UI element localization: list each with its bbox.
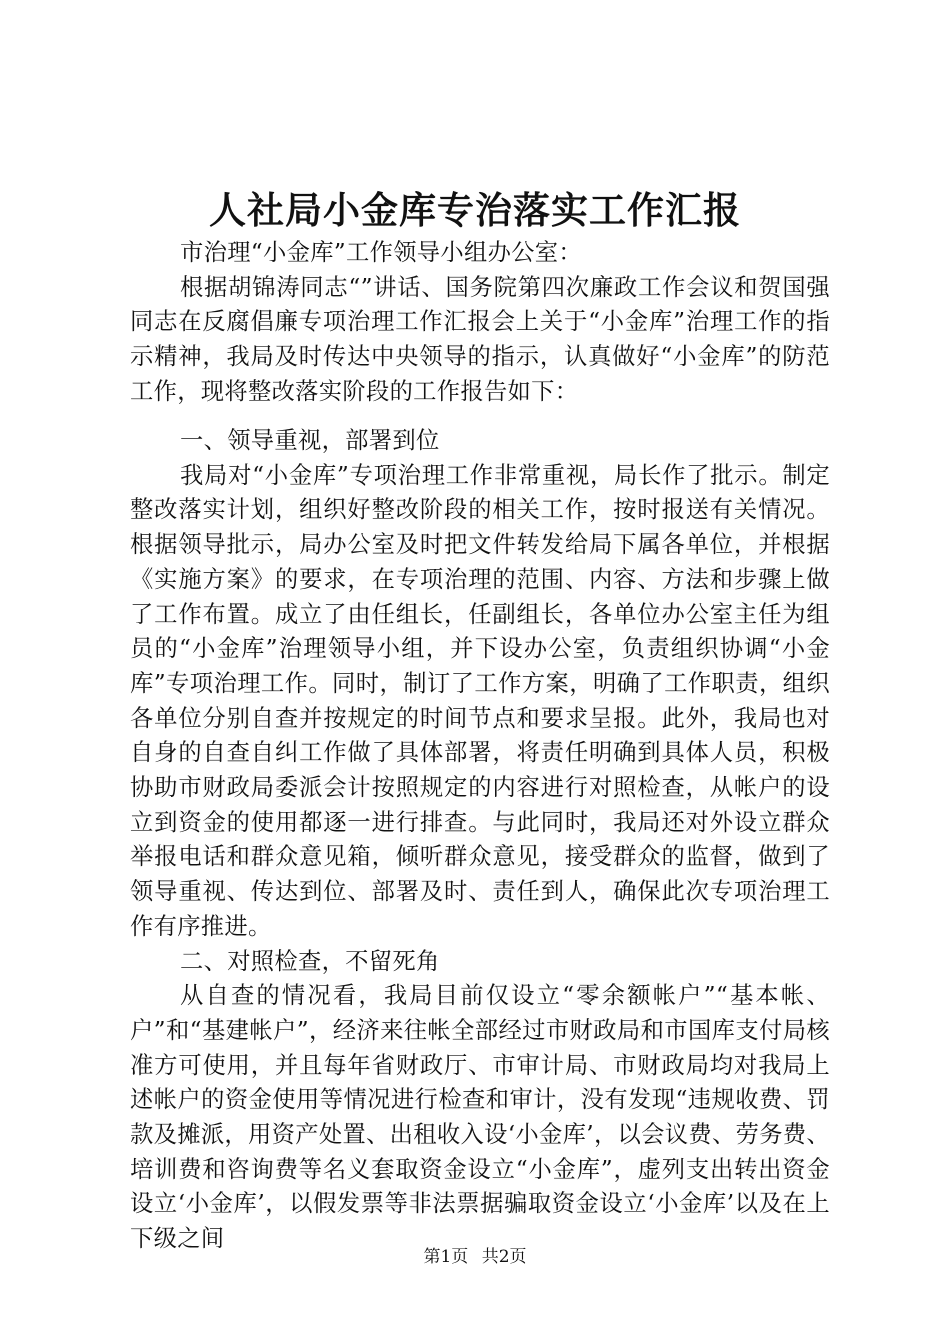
salutation: 市治理“小金库”工作领导小组办公室：: [180, 239, 582, 266]
section1-heading: 一、领导重视，部署到位: [180, 427, 440, 454]
page-total: 共2页: [481, 1247, 527, 1267]
intro-paragraph: 根据胡锦涛同志“”讲话、国务院第四次廉政工作会议和贺国强同志在反腐倡廉专项治理工作汇报会上关于“小金库”治理工作的指示精神，我局及时传达中央领导的指示，认真做好“小金库”的防范工作，现将整改落实阶段的工作报告如下：: [130, 273, 830, 405]
section2-paragraph: 从自查的情况看，我局目前仅设立“零余额帐户”“基本帐、户”和“基建帐户”，经济来往帐全部经过市财政局和市国库支付局核准方可使用，并且每年省财政厅、市审计局、市财政局均对我局上述帐户的资金使用等情况进行检查和审计，没有发现“违规收费、罚款及摊派，用资产处置、出租收入设‘小金库’，以会议费、劳务费、培训费和咨询费等名义套取资金设立“小金库”，虚列支出转出资金设立‘小金库’，以假发票等非法票据骗取资金设立‘小金库’以及在上下级之间: [130, 982, 830, 1253]
document-opening: [130, 236, 830, 410]
section1-paragraph: 我局对“小金库”专项治理工作非常重视，局长作了批示。制定整改落实计划，组织好整改阶段的相关工作，按时报送有关情况。根据领导批示，局办公室及时把文件转发给局下属各单位，并根据《实施方案》的要求，在专项治理的范围、内容、方法和步骤上做了工作布置。成立了由任组长，任副组长，各单位办公室主任为组员的“小金库”治理领导小组，并下设办公室，负责组织协调“小金库”专项治理工作。同时，制订了工作方案，明确了工作职责，组织各单位分别自查并按规定的时间节点和要求呈报。此外，我局也对自身的自查自纠工作做了具体部署，将责任明确到具体人员，积极协助市财政局委派会计按照规定的内容进行对照检查，从帐户的设立到资金的使用都逐一进行排查。与此同时，我局还对外设立群众举报电话和群众意见箱，倾听群众意见，接受群众的监督，做到了领导重视、传达到位、部署及时、责任到人，确保此次专项治理工作有序推进。: [130, 461, 830, 940]
section2-heading: 二、对照检查，不留死角: [180, 947, 440, 975]
document-body: [130, 424, 830, 1257]
page-number: 第1页: [423, 1247, 469, 1267]
page-footer: [0, 1245, 950, 1269]
document-title: 人社局小金库专治落实工作汇报: [209, 188, 741, 232]
